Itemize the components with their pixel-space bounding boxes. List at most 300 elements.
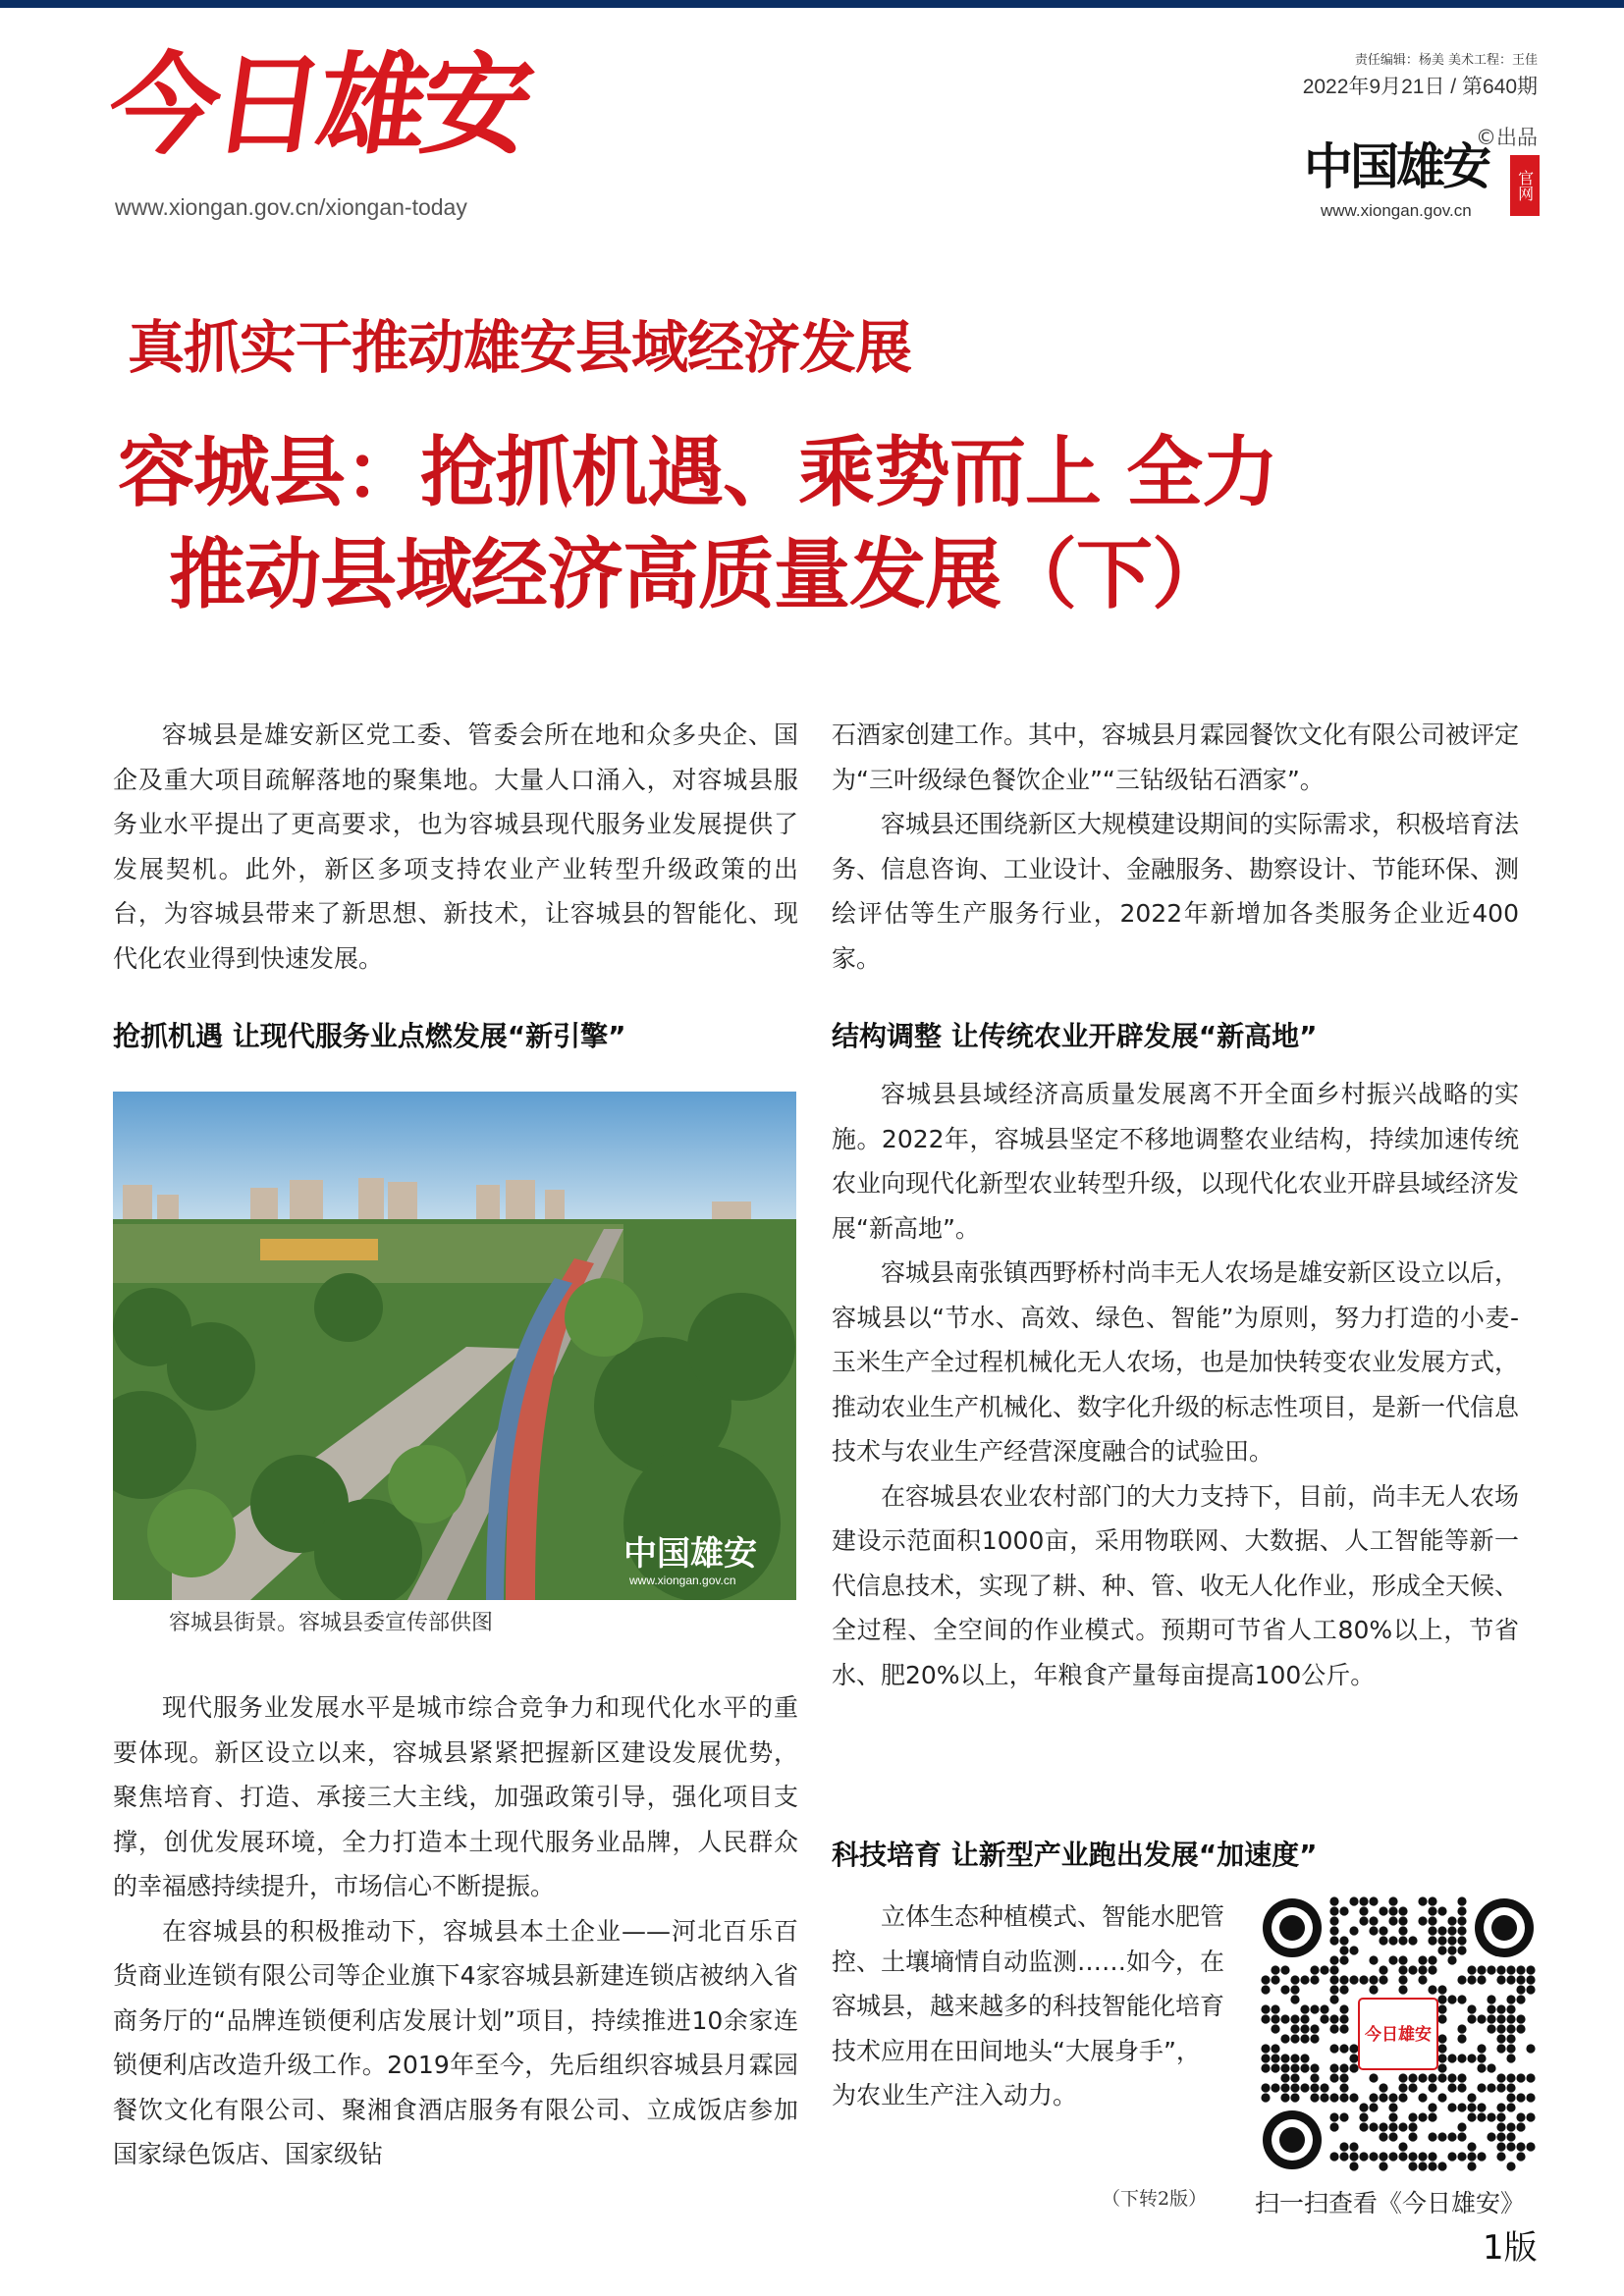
qr-module — [1349, 1926, 1358, 1935]
qr-module — [1379, 2122, 1387, 2131]
qr-module — [1408, 1965, 1417, 1974]
qr-module — [1280, 2054, 1289, 2062]
qr-module — [1398, 1965, 1407, 1974]
qr-module — [1437, 2014, 1446, 2023]
top-color-bar — [0, 0, 1624, 8]
qr-module — [1339, 1975, 1348, 1984]
section-3-paragraph-1: 立体生态种植模式、智能水肥管控、土壤墒情自动监测……如今，在容城县，越来越多的科技智能化培育技术应用在田间地头“大展身手”，为农业生产注入动力。 — [832, 1902, 1225, 2109]
qr-module — [1526, 1985, 1535, 1994]
qr-module — [1516, 2073, 1525, 2082]
qr-module — [1310, 2093, 1319, 2102]
qr-module — [1339, 2044, 1348, 2053]
qr-module — [1487, 1965, 1495, 1974]
qr-module — [1339, 2083, 1348, 2092]
qr-module — [1457, 1926, 1466, 1935]
qr-module — [1506, 2093, 1515, 2102]
qr-module — [1477, 2044, 1486, 2053]
qr-module — [1349, 1946, 1358, 1954]
qr-module — [1496, 2122, 1505, 2131]
qr-module — [1496, 2044, 1505, 2053]
qr-module — [1516, 2122, 1525, 2131]
qr-module — [1329, 2014, 1338, 2023]
qr-module — [1398, 2152, 1407, 2161]
qr-module — [1437, 1946, 1446, 1954]
qr-module — [1457, 2132, 1466, 2141]
qr-module — [1290, 2073, 1299, 2082]
qr-module — [1496, 1965, 1505, 1974]
qr-module — [1329, 1936, 1338, 1945]
qr-module — [1339, 1955, 1348, 1964]
qr-module — [1496, 2004, 1505, 2013]
qr-module — [1496, 2083, 1505, 2092]
qr-code[interactable] — [1261, 1896, 1536, 2171]
qr-module — [1359, 2122, 1368, 2131]
qr-module — [1339, 2112, 1348, 2121]
qr-module — [1339, 2152, 1348, 2161]
qr-module — [1349, 1975, 1358, 1984]
qr-module — [1487, 2014, 1495, 2023]
qr-module — [1280, 2093, 1289, 2102]
qr-module — [1457, 1896, 1466, 1905]
qr-module — [1437, 2132, 1446, 2141]
qr-module — [1428, 2162, 1436, 2170]
qr-module — [1418, 2073, 1427, 2082]
qr-module — [1329, 1955, 1338, 1964]
qr-module — [1467, 2112, 1476, 2121]
qr-module — [1398, 2122, 1407, 2131]
qr-module — [1310, 2073, 1319, 2082]
qr-module — [1349, 2044, 1358, 2053]
qr-module — [1388, 1896, 1397, 1905]
qr-module — [1339, 2024, 1348, 2033]
section-2-column — [832, 1072, 1519, 1697]
section-2-title: 结构调整 让传统农业开辟发展“新高地” — [832, 1020, 1318, 1052]
qr-module — [1467, 2142, 1476, 2151]
qr-module — [1447, 2054, 1456, 2062]
qr-module — [1447, 1926, 1456, 1935]
qr-module — [1349, 2093, 1358, 2102]
qr-module — [1379, 2083, 1387, 2092]
qr-module — [1280, 2063, 1289, 2072]
qr-module — [1526, 1965, 1535, 1974]
qr-module — [1408, 2122, 1417, 2131]
qr-module — [1457, 1916, 1466, 1925]
qr-module — [1437, 2034, 1446, 2043]
qr-module — [1398, 1926, 1407, 1935]
section-2-paragraph-1: 容城县县域经济高质量发展离不开全面乡村振兴战略的实施。2022年，容城县坚定不移地调整农业结构，持续加速传统农业向现代化新型农业转型升级，以现代化农业开辟县域经济发展“新高地”。 — [832, 1080, 1520, 1243]
qr-module — [1369, 1916, 1378, 1925]
qr-module — [1437, 2063, 1446, 2072]
qr-module — [1359, 2103, 1368, 2111]
qr-module — [1437, 2004, 1446, 2013]
qr-module — [1379, 2132, 1387, 2141]
qr-module — [1369, 1975, 1378, 1984]
qr-module — [1526, 2044, 1535, 2053]
qr-module — [1428, 1926, 1436, 1935]
qr-module — [1398, 1975, 1407, 1984]
qr-module — [1320, 2014, 1328, 2023]
qr-module — [1300, 1975, 1309, 1984]
qr-module — [1398, 2093, 1407, 2102]
qr-module — [1516, 2014, 1525, 2023]
qr-module — [1290, 1995, 1299, 2003]
qr-module — [1447, 1995, 1456, 2003]
qr-module — [1388, 1916, 1397, 1925]
qr-module — [1428, 1965, 1436, 1974]
qr-module — [1349, 2152, 1358, 2161]
qr-module — [1379, 2093, 1387, 2102]
produced-by: ©出品 — [1476, 126, 1538, 149]
qr-module — [1290, 2054, 1299, 2062]
qr-module — [1329, 1995, 1338, 2003]
qr-module — [1496, 2152, 1505, 2161]
qr-module — [1398, 2142, 1407, 2151]
qr-module — [1506, 1995, 1515, 2003]
qr-module — [1310, 2063, 1319, 2072]
qr-module — [1496, 2132, 1505, 2141]
qr-module — [1261, 2054, 1270, 2062]
qr-module — [1359, 1906, 1368, 1915]
qr-module — [1300, 2034, 1309, 2043]
article-kicker: 真抓实干推动雄安县域经济发展 — [128, 314, 912, 381]
qr-module — [1261, 2093, 1270, 2102]
qr-module — [1506, 2024, 1515, 2033]
section-1-title: 抢抓机遇 让现代服务业点燃发展“新引擎” — [113, 1020, 626, 1052]
brand-url: www.xiongan.gov.cn — [1321, 201, 1472, 220]
qr-module — [1496, 2014, 1505, 2023]
qr-module — [1408, 2112, 1417, 2121]
qr-module — [1418, 2112, 1427, 2121]
qr-module — [1369, 2073, 1378, 2082]
qr-module — [1329, 1896, 1338, 1905]
qr-module — [1506, 1965, 1515, 1974]
qr-module — [1467, 1965, 1476, 1974]
intro-paragraph: 容城县是雄安新区党工委、管委会所在地和众多央企、国企及重大项目疏解落地的聚集地。大量人口涌入，对容城县服务业水平提出了更高要求，也为容城县现代服务业发展提供了发展契机。此外，新区多项支持农业产业转型升级政策的出台，为容城县带来了新思想、新技术，让容城县的智能化、现代化农业得到快速发展。 — [113, 721, 798, 973]
qr-module — [1457, 2073, 1466, 2082]
qr-module — [1388, 2132, 1397, 2141]
qr-module — [1477, 1975, 1486, 1984]
qr-module — [1437, 1995, 1446, 2003]
qr-module — [1339, 1936, 1348, 1945]
qr-module — [1418, 1955, 1427, 1964]
qr-module — [1506, 2132, 1515, 2141]
section-3-column — [832, 1895, 1224, 2118]
qr-module — [1487, 2063, 1495, 2072]
masthead-logo: 今日雄安 — [100, 41, 536, 170]
qr-module — [1261, 2083, 1270, 2092]
qr-module — [1310, 2004, 1319, 2013]
qr-module — [1477, 2063, 1486, 2072]
qr-module — [1447, 1946, 1456, 1954]
qr-module — [1516, 2093, 1525, 2102]
qr-module — [1300, 2063, 1309, 2072]
qr-module — [1349, 1896, 1358, 1905]
qr-module — [1329, 2063, 1338, 2072]
qr-module — [1457, 2024, 1466, 2033]
qr-module — [1320, 2004, 1328, 2013]
qr-module — [1506, 2073, 1515, 2082]
qr-module — [1437, 1906, 1446, 1915]
qr-module — [1408, 2073, 1417, 2082]
qr-module — [1290, 2024, 1299, 2033]
qr-module — [1290, 1975, 1299, 1984]
qr-module — [1516, 2024, 1525, 2033]
qr-module — [1271, 2004, 1279, 2013]
qr-module — [1467, 2103, 1476, 2111]
qr-code-graphic — [1261, 1896, 1536, 2171]
qr-module — [1339, 1985, 1348, 1994]
qr-module — [1477, 2152, 1486, 2161]
qr-module — [1261, 2044, 1270, 2053]
section-3-title: 科技培育 让新型产业跑出发展“加速度” — [832, 1839, 1318, 1871]
qr-module — [1339, 1946, 1348, 1954]
brand-seal-text: 官网 — [1515, 170, 1535, 201]
qr-module — [1428, 2073, 1436, 2082]
qr-module — [1408, 2132, 1417, 2141]
qr-module — [1447, 1916, 1456, 1925]
qr-module — [1310, 2034, 1319, 2043]
qr-module — [1379, 1975, 1387, 1984]
qr-module — [1477, 1965, 1486, 1974]
qr-module — [1447, 2073, 1456, 2082]
qr-module — [1487, 2083, 1495, 2092]
qr-module — [1300, 2054, 1309, 2062]
qr-module — [1526, 2073, 1535, 2082]
qr-module — [1496, 2034, 1505, 2043]
qr-module — [1329, 2044, 1338, 2053]
qr-module — [1437, 2093, 1446, 2102]
qr-module — [1398, 1916, 1407, 1925]
qr-module — [1428, 1906, 1436, 1915]
qr-module — [1320, 2093, 1328, 2102]
qr-module — [1320, 2083, 1328, 2092]
qr-module — [1457, 2122, 1466, 2131]
qr-module — [1369, 1926, 1378, 1935]
headline-line-1: 容城县：抢抓机遇、乘势而上 全力 — [118, 428, 1278, 517]
qr-module — [1280, 2034, 1289, 2043]
qr-module — [1437, 1985, 1446, 1994]
qr-module — [1428, 1985, 1436, 1994]
qr-module — [1329, 1916, 1338, 1925]
section-1-paragraph-1: 现代服务业发展水平是城市综合竞争力和现代化水平的重要体现。新区设立以来，容城县紧紧把握新区建设发展优势，聚焦培育、打造、承接三大主线，加强政策引导，强化项目支撑，创优发展环境，全力打造本土现代服务业品牌，人民群众的幸福感持续提升，市场信心不断提振。 — [113, 1693, 798, 1900]
qr-module — [1398, 1906, 1407, 1915]
qr-module — [1428, 2112, 1436, 2121]
qr-module — [1261, 2063, 1270, 2072]
qr-module — [1477, 2103, 1486, 2111]
qr-module — [1428, 2103, 1436, 2111]
qr-module — [1290, 2014, 1299, 2023]
qr-module — [1271, 2024, 1279, 2033]
qr-module — [1398, 1955, 1407, 1964]
qr-module — [1506, 2142, 1515, 2151]
qr-module — [1418, 1975, 1427, 1984]
qr-module — [1320, 1965, 1328, 1974]
qr-module — [1447, 2103, 1456, 2111]
qr-module — [1457, 1995, 1466, 2003]
qr-module — [1329, 1926, 1338, 1935]
qr-module — [1506, 2054, 1515, 2062]
qr-module — [1398, 2083, 1407, 2092]
qr-module — [1329, 2073, 1338, 2082]
qr-module — [1437, 1926, 1446, 1935]
qr-module — [1379, 1906, 1387, 1915]
qr-module — [1447, 2152, 1456, 2161]
qr-module — [1506, 2122, 1515, 2131]
qr-module — [1349, 2054, 1358, 2062]
qr-module — [1388, 1955, 1397, 1964]
qr-module — [1408, 1936, 1417, 1945]
qr-module — [1428, 2132, 1436, 2141]
qr-module — [1408, 2152, 1417, 2161]
qr-module — [1339, 2014, 1348, 2023]
qr-module — [1506, 1975, 1515, 1984]
qr-module — [1388, 2122, 1397, 2131]
qr-module — [1271, 2044, 1279, 2053]
section-1-paragraph-3: 容城县还围绕新区大规模建设期间的实际需求，积极培育法务、信息咨询、工业设计、金融服务、勘察设计、节能环保、测绘评估等生产服务行业，2022年新增加各类服务企业近400家。 — [832, 810, 1520, 973]
section-1-paragraph-2-continued: 石酒家创建工作。其中，容城县月霖园餐饮文化有限公司被评定为“三叶级绿色餐饮企业”“三钻级钻石酒家”。 — [832, 721, 1520, 794]
masthead-url: www.xiongan.gov.cn/xiongan-today — [115, 194, 467, 220]
qr-module — [1300, 2083, 1309, 2092]
qr-module — [1369, 2103, 1378, 2111]
qr-module — [1428, 2083, 1436, 2092]
qr-module — [1487, 1995, 1495, 2003]
qr-module — [1271, 2054, 1279, 2062]
qr-module — [1329, 2093, 1338, 2102]
qr-module — [1379, 1936, 1387, 1945]
qr-module — [1457, 2152, 1466, 2161]
qr-module — [1359, 1975, 1368, 1984]
qr-module — [1388, 1906, 1397, 1915]
qr-module — [1369, 1985, 1378, 1994]
qr-module — [1506, 2034, 1515, 2043]
section-1-column — [113, 1685, 798, 2177]
qr-module — [1369, 1896, 1378, 1905]
qr-module — [1280, 1965, 1289, 1974]
section-1-continued-column — [832, 713, 1519, 981]
qr-module — [1428, 2152, 1436, 2161]
qr-module — [1349, 2142, 1358, 2151]
qr-module — [1428, 1936, 1436, 1945]
qr-module — [1516, 1985, 1525, 1994]
qr-module — [1359, 1896, 1368, 1905]
section-1-paragraph-2: 在容城县的积极推动下，容城县本土企业——河北百乐百货商业连锁有限公司等企业旗下4家容城县新建连锁店被纳入省商务厅的“品牌连锁便利店发展计划”项目，持续推进10余家连锁便利店改造升级工作。2019年至今，先后组织容城县月霖园餐饮文化有限公司、聚湘食酒店服务有限公司、立成饭店参加国家绿色饭店、国家级钻 — [113, 1916, 798, 2168]
qr-module — [1477, 2054, 1486, 2062]
qr-module — [1496, 2142, 1505, 2151]
qr-module — [1398, 2073, 1407, 2082]
qr-module — [1359, 2112, 1368, 2121]
photo-watermark-text: 中国雄安 — [623, 1534, 757, 1574]
qr-module — [1329, 1975, 1338, 1984]
qr-module — [1457, 1946, 1466, 1954]
qr-module — [1457, 2103, 1466, 2111]
qr-module — [1467, 2014, 1476, 2023]
qr-module — [1447, 2083, 1456, 2092]
qr-module — [1329, 2152, 1338, 2161]
qr-module — [1261, 2004, 1270, 2013]
qr-module — [1398, 1936, 1407, 1945]
qr-module — [1526, 2142, 1535, 2151]
qr-module — [1447, 1936, 1456, 1945]
qr-module — [1329, 1906, 1338, 1915]
qr-module — [1271, 2083, 1279, 2092]
qr-module — [1379, 2162, 1387, 2170]
qr-module — [1408, 2083, 1417, 2092]
qr-module — [1487, 2004, 1495, 2013]
qr-module — [1516, 2152, 1525, 2161]
photo-watermark-url: www.xiongan.gov.cn — [629, 1574, 736, 1587]
brand-seal — [1510, 155, 1540, 216]
qr-module — [1388, 2103, 1397, 2111]
qr-module — [1457, 1975, 1466, 1984]
article-headline — [118, 422, 1532, 626]
qr-module — [1437, 2073, 1446, 2082]
qr-module — [1290, 2083, 1299, 2092]
qr-module — [1447, 2132, 1456, 2141]
qr-module — [1506, 2162, 1515, 2170]
qr-module — [1261, 1975, 1270, 1984]
qr-module — [1271, 2014, 1279, 2023]
qr-module — [1487, 2024, 1495, 2033]
qr-module — [1526, 2112, 1535, 2121]
qr-module — [1506, 2103, 1515, 2111]
qr-module — [1329, 1985, 1338, 1994]
street-view-photo — [113, 1092, 796, 1600]
qr-caption: 扫一扫查看《今日雄安》 — [1255, 2189, 1526, 2217]
qr-module — [1310, 1965, 1319, 1974]
qr-module — [1418, 1965, 1427, 1974]
qr-module — [1369, 1955, 1378, 1964]
qr-module — [1447, 1955, 1456, 1964]
qr-module — [1329, 2112, 1338, 2121]
qr-module — [1339, 2073, 1348, 2082]
qr-module — [1418, 1916, 1427, 1925]
qr-module — [1369, 2122, 1378, 2131]
qr-module — [1349, 2063, 1358, 2072]
qr-module — [1477, 2083, 1486, 2092]
qr-module — [1526, 1975, 1535, 1984]
qr-module — [1496, 2024, 1505, 2033]
issue-date: 2022年9月21日 / 第640期 — [1302, 76, 1538, 98]
qr-module — [1526, 2093, 1535, 2102]
qr-module — [1408, 2162, 1417, 2170]
street-photo-illustration — [113, 1092, 796, 1600]
qr-module — [1467, 2004, 1476, 2013]
qr-module — [1290, 2034, 1299, 2043]
qr-module — [1388, 2152, 1397, 2161]
qr-module — [1467, 2054, 1476, 2062]
qr-module — [1310, 2024, 1319, 2033]
qr-module — [1290, 2063, 1299, 2072]
qr-module — [1271, 2063, 1279, 2072]
qr-module — [1496, 2103, 1505, 2111]
qr-module — [1339, 2142, 1348, 2151]
qr-module — [1506, 2014, 1515, 2023]
qr-module — [1310, 1975, 1319, 1984]
qr-module — [1339, 2063, 1348, 2072]
qr-module — [1467, 2152, 1476, 2161]
qr-module — [1457, 2083, 1466, 2092]
qr-module — [1428, 1896, 1436, 1905]
page-number: 1版 — [1483, 2228, 1538, 2268]
continued-note: （下转2版） — [1102, 2188, 1208, 2210]
qr-module — [1418, 2162, 1427, 2170]
qr-module — [1418, 2152, 1427, 2161]
qr-module — [1496, 1975, 1505, 1984]
qr-module — [1271, 1965, 1279, 1974]
qr-module — [1437, 2044, 1446, 2053]
qr-module — [1418, 1896, 1427, 1905]
qr-module — [1329, 2122, 1338, 2131]
